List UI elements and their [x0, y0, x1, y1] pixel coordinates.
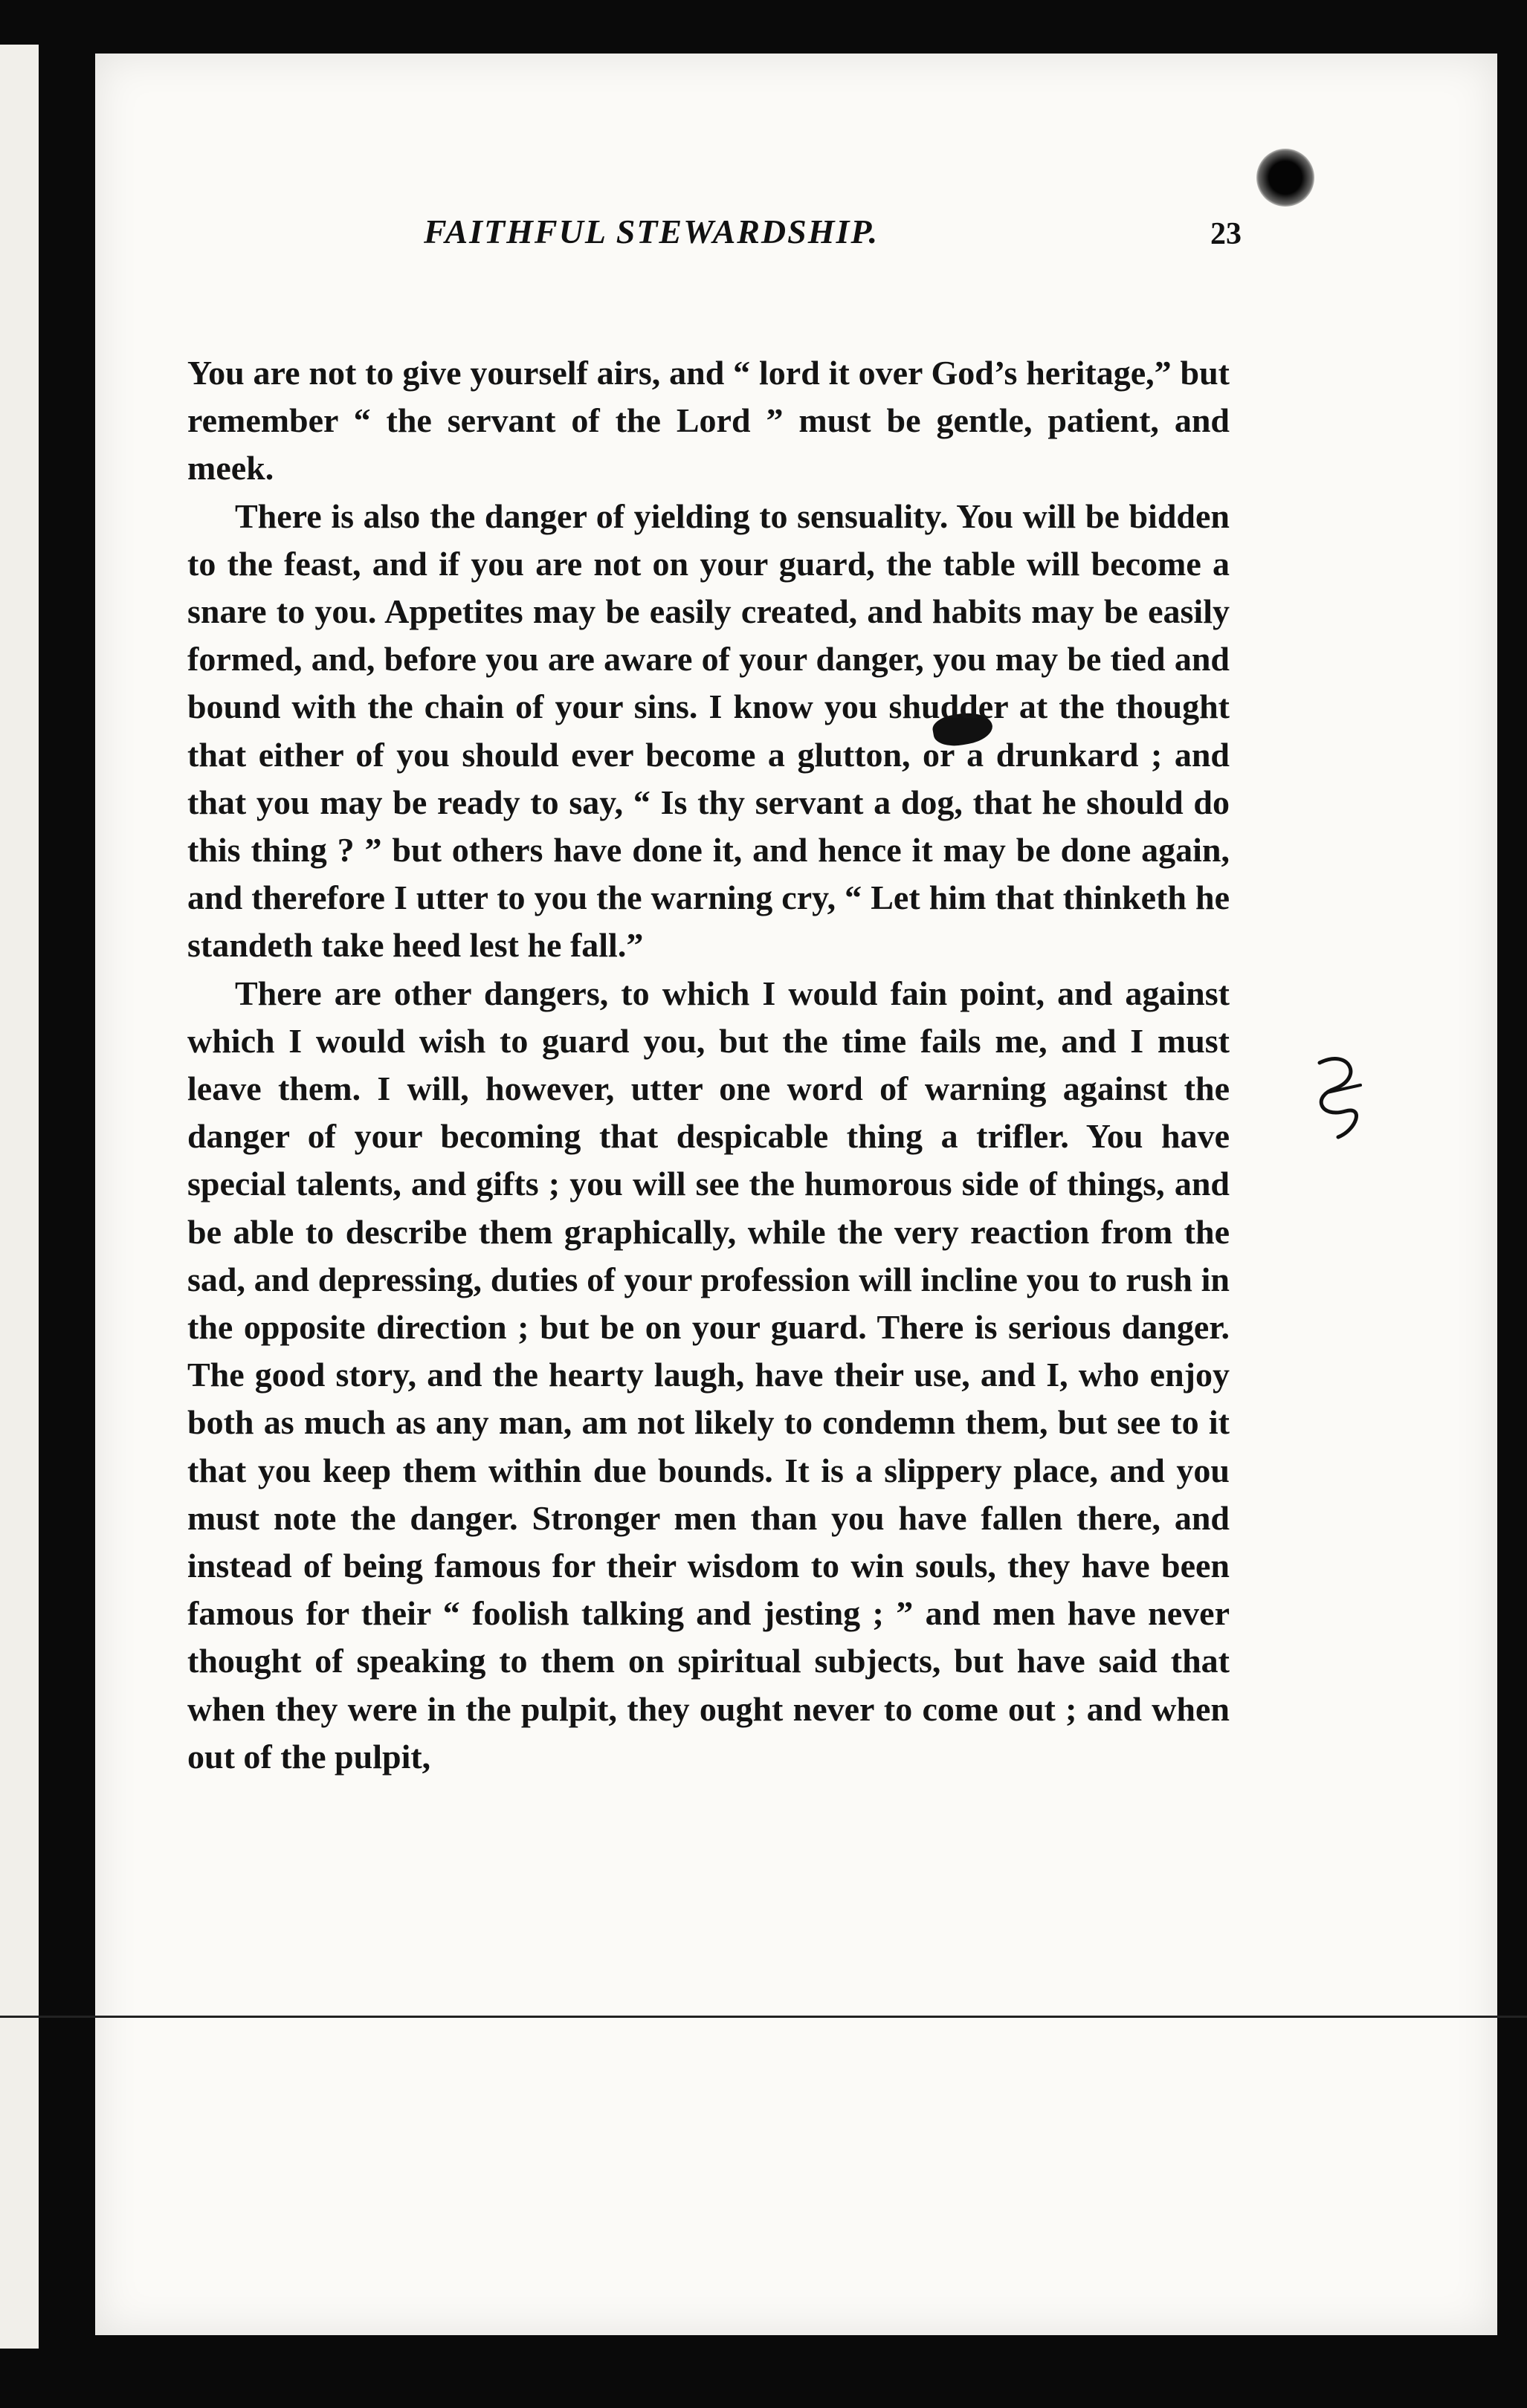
body-text	[187, 349, 1230, 1781]
page-number: 23	[1210, 217, 1242, 251]
page-header	[320, 212, 1242, 271]
paragraph-1: You are not to give yourself airs, and “ lord it over God’s heritage,” but remember “ the servant of the Lord ” must be gentle, patient, and meek.	[187, 354, 1230, 488]
running-title: FAITHFUL STEWARDSHIP.	[424, 213, 879, 250]
ink-blot	[1256, 149, 1314, 207]
paragraph-3: There are other dangers, to which I would fain point, and against which I would wish to guard you, but the time fails me, and I must leave them. I will, however, utter one word of warning against the danger of your becoming that despicable thing a trifler. You have special talents, and gifts ; you will see the humorous side of things, and be able to describe them graphically, while the very reaction from the sad, and depressing, duties of your profession will incline you to rush in the opposite direction ; but be on your guard. There is serious danger. The good story, and the hearty laugh, have their use, and I, who enjoy both as much as any man, am not likely to condemn them, but see to it that you keep them within due bounds. It is a slippery place, and you must note the danger. Stronger men than you have fallen there, and instead of being famous for their wisdom to win souls, they have been famous for their “ foolish talking and jesting ; ” and men have never thought of speaking to them on spiritual subjects, but have said that when they were in the pulpit, they ought never to come out ; and when out of the pulpit,	[187, 974, 1230, 1776]
margin-scribble-icon	[1305, 1048, 1372, 1145]
scan-line-artifact	[0, 2016, 1527, 2018]
adjacent-page-edge	[0, 45, 39, 2349]
paragraph-2: There is also the danger of yielding to sensuality. You will be bidden to the feast, and if you are not on your guard, the table will become a snare to you. Appetites may be easily created, and habits may be easily formed, and, before you are aware of your danger, you may be tied and bound with the chain of your sins. I know you shudder at the thought that either of you should ever become a glutton, or a drunkard ; and that you may be ready to say, “ Is thy servant a dog, that he should do this thing ? ” but others have done it, and hence it may be done again, and therefore I utter to you the warning cry, “ Let him that thinketh he standeth take heed lest he fall.”	[187, 496, 1230, 965]
